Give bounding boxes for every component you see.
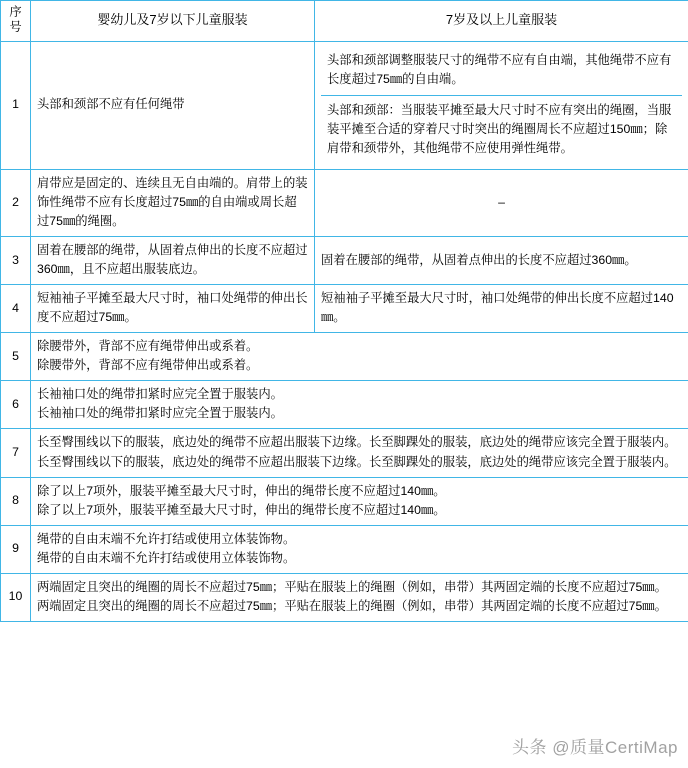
watermark-text: 头条 @质量CertiMap	[512, 738, 678, 757]
row-10-merged-cell	[31, 573, 688, 621]
row-8-merged-cell	[31, 477, 688, 525]
row-5-merged-cell	[31, 333, 688, 381]
row-9-merged-cell	[31, 525, 688, 573]
row-9-line-2: 绳带的自由末端不允许打结或使用立体装饰物。	[37, 550, 296, 565]
row-index-6: 6	[1, 381, 31, 429]
row-10-line-1: 两端固定且突出的绳圈的周长不应超过75㎜；平贴在服装上的绳圈（例如，串带）其两固定端的长度不应超过75㎜。	[37, 579, 667, 594]
row-index-8: 8	[1, 477, 31, 525]
table-row	[1, 285, 688, 333]
row-index-4: 4	[1, 285, 31, 333]
row-2-col-b: –	[315, 169, 688, 236]
table-row	[1, 477, 688, 525]
row-4-col-b: 短袖袖子平摊至最大尺寸时，袖口处绳带的伸出长度不应超过140㎜。	[315, 285, 688, 333]
row-index-10: 10	[1, 573, 31, 621]
header-cell-index	[1, 1, 31, 42]
row-index-1: 1	[1, 41, 31, 169]
row-1-col-b	[315, 41, 688, 169]
row-index-9: 9	[1, 525, 31, 573]
row-1-col-b-part-1: 头部和颈部调整服装尺寸的绳带不应有自由端，其他绳带不应有长度超过75㎜的自由端。	[321, 46, 682, 96]
table-header-row	[1, 1, 688, 42]
row-5-line-1: 除腰带外，背部不应有绳带伸出或系着。	[37, 339, 259, 354]
row-6-merged-cell	[31, 381, 688, 429]
row-10-line-2: 两端固定且突出的绳圈的周长不应超过75㎜；平贴在服装上的绳圈（例如，串带）其两固定端的长度不应超过75㎜。	[37, 598, 667, 613]
row-3-col-b: 固着在腰部的绳带，从固着点伸出的长度不应超过360㎜。	[315, 237, 688, 285]
table-row	[1, 525, 688, 573]
table-row	[1, 381, 688, 429]
row-1-col-b-part-2: 头部和颈部：当服装平摊至最大尺寸时不应有突出的绳圈，当服装平摊至合适的穿着尺寸时突出的绳圈周长不应超过150㎜；除肩带和颈带外，其他绳带不应使用弹性绳带。	[321, 95, 682, 164]
row-7-merged-cell	[31, 429, 688, 477]
row-8-line-1: 除了以上7项外，服装平摊至最大尺寸时，伸出的绳带长度不应超过140㎜。	[37, 483, 446, 498]
row-index-2: 2	[1, 169, 31, 236]
table-row	[1, 237, 688, 285]
row-4-col-a: 短袖袖子平摊至最大尺寸时，袖口处绳带的伸出长度不应超过75㎜。	[31, 285, 315, 333]
table-row	[1, 573, 688, 621]
row-index-7: 7	[1, 429, 31, 477]
header-index-line-1: 序	[9, 5, 22, 19]
header-index-line-2: 号	[9, 20, 22, 35]
row-1-col-b-part-2-row	[321, 95, 682, 164]
table-row	[1, 169, 688, 236]
row-1-col-a: 头部和颈部不应有任何绳带	[31, 41, 315, 169]
row-6-line-2: 长袖袖口处的绳带扣紧时应完全置于服装内。	[37, 406, 283, 421]
row-6-line-1: 长袖袖口处的绳带扣紧时应完全置于服装内。	[37, 387, 283, 402]
row-9-line-1: 绳带的自由末端不允许打结或使用立体装饰物。	[37, 531, 296, 546]
table-row	[1, 41, 688, 169]
row-index-3: 3	[1, 237, 31, 285]
row-5-line-2: 除腰带外，背部不应有绳带伸出或系着。	[37, 358, 259, 373]
row-7-line-1: 长至臀围线以下的服装，底边处的绳带不应超出服装下边缘。长至脚踝处的服装，底边处的绳带应该完全置于服装内。	[37, 435, 677, 450]
row-1-col-b-part-1-row	[321, 46, 682, 96]
row-1-col-b-split	[321, 46, 682, 164]
header-cell-col-b: 7岁及以上儿童服装	[315, 1, 688, 42]
row-3-col-a: 固着在腰部的绳带，从固着点伸出的长度不应超过360㎜，且不应超出服装底边。	[31, 237, 315, 285]
table-row	[1, 333, 688, 381]
table-row	[1, 429, 688, 477]
header-cell-col-a: 婴幼儿及7岁以下儿童服装	[31, 1, 315, 42]
row-7-line-2: 长至臀围线以下的服装，底边处的绳带不应超出服装下边缘。长至脚踝处的服装，底边处的绳带应该完全置于服装内。	[37, 454, 677, 469]
row-index-5: 5	[1, 333, 31, 381]
row-2-col-a: 肩带应是固定的、连续且无自由端的。肩带上的装饰性绳带不应有长度超过75㎜的自由端或周长超过75㎜的绳圈。	[31, 169, 315, 236]
row-8-line-2: 除了以上7项外，服装平摊至最大尺寸时，伸出的绳带长度不应超过140㎜。	[37, 502, 446, 517]
